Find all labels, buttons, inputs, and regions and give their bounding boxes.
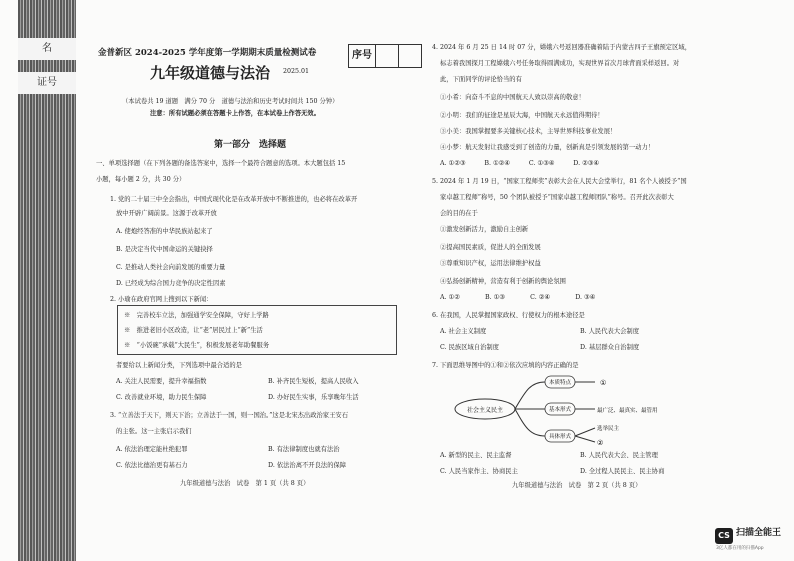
question-text: 4. 2024 年 6 月 25 日 14 时 07 分，嫦娥六号返回器准确着陆于内蒙古四子王旗预定区域， <box>432 44 691 51</box>
option-text: C. 依法比德治更有基石力 <box>116 462 188 469</box>
option-text: A. ①② B. ①③ C. ②④ D. ③④ <box>440 294 596 301</box>
option-text: B. 有法律制度也就有法治 <box>268 446 340 453</box>
option-text: ④弘扬创新精神，营造有利于创新的舆论氛围 <box>440 278 566 285</box>
news-item: ※ 完善校车立法，加强通学安全保障，守好上学路 <box>124 312 269 319</box>
question-text: 放中开辟广阔前景。这源于改革开放 <box>116 210 217 217</box>
exam-title: 金普新区 2024-2025 学年度第一学期期末质量检测试卷 <box>98 48 317 58</box>
option-text: C. 民族区域自治制度 <box>440 344 499 351</box>
instruction-line: 注意：所有试题必须在答题卡上作答，在本试卷上作答无效。 <box>150 110 321 117</box>
option-text: ①激发创新活力，激励自主创新 <box>440 226 529 233</box>
question-text: 会的目的在于 <box>440 210 478 217</box>
section-heading: 一、单项选择题（在下列各题的备选答案中，选择一个最符合题意的选项。本大题包括 15 <box>96 160 346 167</box>
question-text: 7. 下面思维导图中的①和②依次应填的内容正确的是 <box>432 362 579 369</box>
question-text: 3. “立善法于天下，则天下治；立善法于一国，则一国治。”这是北宋杰出政治家王安石 <box>110 412 348 419</box>
question-text: 此，下面同学的评论恰当的有 <box>440 76 522 83</box>
id-label: 证号 <box>18 72 76 94</box>
option-text: B. 是决定当代中国命运的关键抉择 <box>116 246 213 253</box>
question-text: 1. 党的二十届三中全会指出，中国式现代化是在改革开放中不断推进的，也必将在改革开 <box>110 196 358 203</box>
option-text: B. 人民代表大会、民主管理 <box>580 452 658 459</box>
section-heading: 小题，每小题 2 分，共 30 分） <box>96 176 186 183</box>
option-text: D. 全过程人民民主、民主协商 <box>580 468 665 475</box>
option-text: C. 改善就业环境，助力民生保障 <box>116 394 207 401</box>
diagram-node: 具体形式 <box>548 434 572 440</box>
diagram-blank-1: ① <box>600 379 607 387</box>
option-text: ①小希：向奋斗不息的中国航天人致以崇高的敬意！ <box>440 94 585 101</box>
diagram-label: 选举民主 <box>597 426 620 432</box>
name-label: 名 <box>18 38 76 60</box>
question-text: 5. 2024 年 1 月 19 日，“国家工程师奖”表彰大会在人民大会堂举行，81 名个人被授予“国 <box>432 178 687 185</box>
footer-right: 九年级道德与法治 试卷 第 2 页（共 8 页） <box>512 482 642 489</box>
option-text: A. 依法治理定能杜绝犯罪 <box>116 446 188 453</box>
seq-label: 序号 <box>349 45 376 67</box>
cs-logo-icon: CS <box>715 528 733 544</box>
option-text: D. 办好民生实事，乐享晚年生活 <box>268 394 359 401</box>
option-text: B. 补齐民生短板，提高人民收入 <box>268 378 359 385</box>
question-text: 标志着我国探月工程嫦娥六号任务取得圆满成功，实现世界首次月球背面采样返回。对 <box>440 60 680 67</box>
news-item: ※ “小饭碗”承载“大民生”，积极发展老年助餐服务 <box>124 342 270 349</box>
option-text: C. 人民当家作主、协商民主 <box>440 468 518 475</box>
part-title: 第一部分 选择题 <box>214 140 287 150</box>
option-text: ④小梦：航天发射让我感受到了创造的力量，创新真是引领发展的第一动力！ <box>440 144 655 151</box>
diagram-label: 最广泛、最真实、最管用 <box>597 408 658 414</box>
option-text: A. 社会主义制度 <box>440 328 487 335</box>
option-text: D. 已经成为综合国力竞争的决定性因素 <box>116 280 226 287</box>
footer-left: 九年级道德与法治 试卷 第 1 页（共 8 页） <box>180 480 310 487</box>
option-text: D. 基层群众自治制度 <box>580 344 640 351</box>
question-text: 者要给以上新闻分类，下列选项中最合适的是 <box>116 362 242 369</box>
instruction-line: （本试卷共 19 道题 满分 70 分 道德与法治和历史考试时间共 150 分钟） <box>122 98 339 105</box>
diagram-center: 社会主义民主 <box>466 407 504 414</box>
watermark-app: 扫描全能王 <box>736 528 782 538</box>
option-text: A. 关注人民需要，提升幸福指数 <box>116 378 207 385</box>
question-text: 6. 在我国，人民掌握国家政权、行使权力的根本途径是 <box>432 312 585 319</box>
option-text: A. 使炮经答准的中华民族站起来了 <box>116 228 213 235</box>
watermark-sub: 3亿人都在用的扫描App <box>716 546 764 551</box>
option-text: A. 新型的民主、民主监督 <box>440 452 512 459</box>
date-code: 2025.01 <box>283 68 310 75</box>
diagram-node: 本质特点 <box>548 380 572 386</box>
subject-title: 九年级道德与法治 <box>150 64 271 82</box>
question-text: 的主张。这一主张启示我们 <box>116 428 192 435</box>
option-text: ③尊重知识产权，运用法律维护权益 <box>440 260 541 267</box>
option-text: ②小明：我们的征途是星辰大海，中国航天永远值得期待！ <box>440 112 604 119</box>
mind-map-diagram <box>445 372 685 446</box>
news-box <box>117 305 397 355</box>
option-text: C. 是推动人类社会向前发展的重要力量 <box>116 264 226 271</box>
question-text: 2. 小瑜在政府官网上搜到以下新闻： <box>110 296 213 303</box>
option-text: A. ①②③ B. ①②④ C. ①③④ D. ②③④ <box>440 160 600 167</box>
question-text: 家卓越工程师”称号，50 个团队被授予“国家卓越工程师团队”称号。召开此次表彰大 <box>440 194 674 201</box>
option-text: D. 依法治离不开良法的保障 <box>268 462 347 469</box>
news-item: ※ 推进老旧小区改造，让“老”居民过上“新”生活 <box>124 327 263 334</box>
option-text: ②提高国民素质，促进人的全面发展 <box>440 244 541 251</box>
option-text: B. 人民代表大会制度 <box>580 328 640 335</box>
diagram-node: 基本形式 <box>548 407 572 413</box>
diagram-blank-2: ② <box>597 439 604 446</box>
seq-box <box>348 44 422 68</box>
option-text: ③小美：我国掌握要多关键核心技术，主导世界科技事业发展！ <box>440 128 617 135</box>
